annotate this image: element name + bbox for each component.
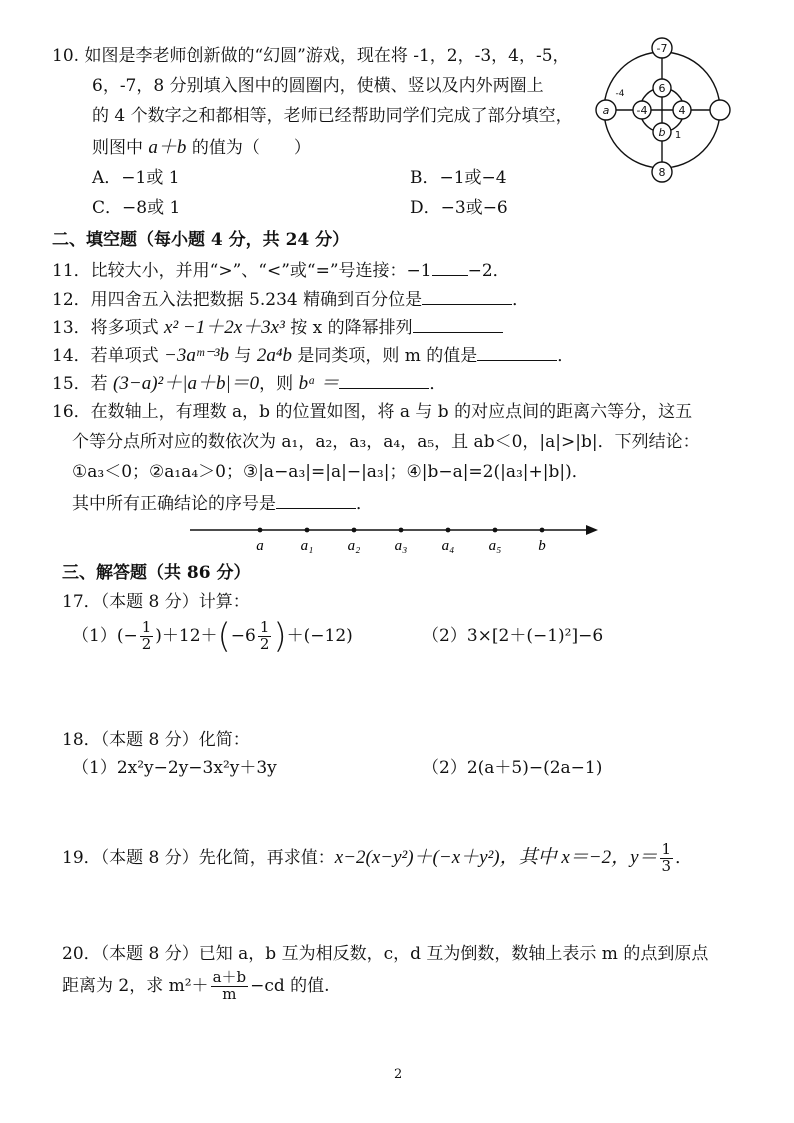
q14-monomial-2: 2a⁴b xyxy=(256,345,292,366)
q17-fraction-1 xyxy=(140,620,154,653)
q16-line4 xyxy=(72,494,373,513)
axis-point-3 xyxy=(352,528,357,533)
q14-monomial-1: −3aᵐ⁻³b xyxy=(164,345,230,366)
q19-expression: x−2(x−y²)＋(−x＋y²)，其中 x＝−2，y＝ xyxy=(334,847,658,868)
q19-title: 19．（本题 8 分）先化简，再求值： xyxy=(62,848,335,868)
q17-part2: （2）3×[2＋(−1)²]−6 xyxy=(422,626,604,646)
q17-part1-c: −6 xyxy=(230,626,256,646)
q17-title: 17．（本题 8 分）计算： xyxy=(62,592,250,612)
node-left-note: -4 xyxy=(615,89,625,99)
axis-label-4: a₃ xyxy=(394,538,408,554)
q10-option-a: A．−1或 1 xyxy=(92,168,180,188)
q10-line4-post: 的值为（ ） xyxy=(186,138,311,158)
q14-tail: ． xyxy=(557,346,575,366)
axis-point-7 xyxy=(540,528,545,533)
q19-tail: ． xyxy=(675,848,693,868)
q10-line2: 6，-7，8 分别填入图中的圆圈内，使横、竖以及内外两圈上 xyxy=(92,76,544,96)
q11-number: 11． xyxy=(52,261,91,281)
q20-fraction-den: m xyxy=(222,985,237,1003)
q16-tail: ． xyxy=(356,494,373,514)
q16-line3: ①a₃＜0；②a₁a₄＞0；③|a−a₃|=|a|−|a₃|；④|b−a|=2(|a₃|+|b|)． xyxy=(72,462,589,482)
q14-text-post: 是同类项，则 m 的值是 xyxy=(291,346,478,366)
q14-number: 14． xyxy=(52,346,91,366)
axis-point-1 xyxy=(258,528,263,533)
q10-line4-pre: 则图中 xyxy=(92,138,149,158)
axis-point-4 xyxy=(399,528,404,533)
node-top-label: -7 xyxy=(656,42,668,55)
q13 xyxy=(52,318,503,337)
q14 xyxy=(52,346,574,365)
q17-fraction-1-num: 1 xyxy=(141,618,152,637)
node-inner-right-label: 4 xyxy=(678,104,686,117)
q13-text-post: 按 x 的降幂排列 xyxy=(284,318,413,338)
q18-title: 18．（本题 8 分）化简： xyxy=(62,730,250,750)
axis-label-5: a₄ xyxy=(441,538,455,554)
q13-polynomial: x² −1＋2x＋3x³ xyxy=(164,317,285,338)
q12-text: 用四舍五入法把数据 5.234 精确到百分位是 xyxy=(90,290,423,310)
q12-tail: ． xyxy=(512,290,530,310)
q16-line1-text: 在数轴上，有理数 a，b 的位置如图，将 a 与 b 的对应点间的距离六等分，这五 xyxy=(90,402,693,422)
q10-option-d: D．−3或−6 xyxy=(410,198,508,218)
q10-option-c: C．−8或 1 xyxy=(92,198,181,218)
q12-answer-blank[interactable] xyxy=(422,290,512,305)
section3-heading: 三、解答题（共 86 分） xyxy=(62,563,251,583)
q13-answer-blank[interactable] xyxy=(413,318,503,333)
q20-fraction xyxy=(211,970,249,1003)
q16-number: 16． xyxy=(52,402,91,422)
q15-number: 15． xyxy=(52,374,91,394)
q17-big-paren-open: ( xyxy=(217,616,231,657)
q20-fraction-num: a＋b xyxy=(212,968,247,987)
q20-line2-post: −cd 的值. xyxy=(250,976,330,996)
q16-line2: 个等分点所对应的数依次为 a₁，a₂，a₃，a₄，a₅，且 ab＜0，|a|>|b|．下列结论： xyxy=(72,432,700,452)
axis-label-7: b xyxy=(538,538,546,554)
q10-option-b: B．−1或−4 xyxy=(410,168,507,188)
q14-mid: 与 xyxy=(229,346,257,366)
q15-expression: (3−a)²＋|a＋b|＝0 xyxy=(113,373,260,394)
page-number: 2 xyxy=(394,1067,403,1082)
q11-tail: −2． xyxy=(467,261,510,281)
q12-number: 12． xyxy=(52,290,91,310)
node-right xyxy=(710,100,730,120)
q17-fraction-2-num: 1 xyxy=(259,618,270,637)
number-line xyxy=(186,518,606,558)
q17-fraction-2 xyxy=(258,620,272,653)
node-inner-top-label: 6 xyxy=(658,82,666,95)
q11 xyxy=(52,261,510,280)
q17-big-paren-close: ) xyxy=(273,616,287,657)
axis-point-5 xyxy=(446,528,451,533)
q10-line1: 10. 如图是李老师创新做的“幻圆”游戏，现在将 -1，2，-3，4，-5， xyxy=(52,46,570,66)
q19-fraction-num: 1 xyxy=(661,840,672,859)
section2-heading: 二、填空题（每小题 4 分，共 24 分） xyxy=(52,230,350,250)
q15-tail: ． xyxy=(429,374,447,394)
q15-mid: ，则 xyxy=(259,374,299,394)
q17-part1-label: （1） xyxy=(72,626,117,646)
q13-number: 13． xyxy=(52,318,91,338)
q12 xyxy=(52,290,529,309)
q18-part1: （1）2x²y−2y−3x²y＋3y xyxy=(72,758,277,778)
axis-point-2 xyxy=(305,528,310,533)
axis-label-6: a₅ xyxy=(488,538,502,554)
q16-line4-text: 其中所有正确结论的序号是 xyxy=(72,494,276,514)
axis-label-1: a xyxy=(256,538,264,554)
q10-line4 xyxy=(92,138,311,157)
q16-answer-blank[interactable] xyxy=(276,494,356,509)
q20-line1: 20．（本题 8 分）已知 a，b 互为相反数，c，d 互为倒数，数轴上表示 m 的点到原点 xyxy=(62,944,709,964)
q15-power: bᵃ ＝ xyxy=(298,373,340,394)
q20-line2-pre: 距离为 2，求 m²＋ xyxy=(62,976,209,996)
q14-answer-blank[interactable] xyxy=(477,346,557,361)
q17-part1-d: ＋(−12) xyxy=(286,626,353,646)
magic-circle-diagram xyxy=(594,34,734,186)
q10-line3: 的 4 个数字之和都相等，老师已经帮助同学们完成了部分填空， xyxy=(92,106,573,126)
q13-text-pre: 将多项式 xyxy=(90,318,165,338)
q17-part1-b: )＋12＋ xyxy=(155,626,218,646)
q16-line1 xyxy=(52,404,692,421)
number-line-arrow xyxy=(586,525,598,535)
node-inner-bottom-label: b xyxy=(658,126,666,139)
q17-fraction-2-den: 2 xyxy=(259,635,270,653)
q17-fraction-1-den: 2 xyxy=(141,635,152,653)
node-inner-bottom-note: 1 xyxy=(674,130,682,141)
q15 xyxy=(52,374,446,393)
node-inner-left-label: -4 xyxy=(636,104,648,117)
node-bottom-label: 8 xyxy=(658,166,666,179)
q20-line2 xyxy=(62,966,330,1006)
axis-label-3: a₂ xyxy=(347,538,361,554)
q18-part2: （2）2(a＋5)−(2a−1) xyxy=(422,758,603,778)
node-left-label: a xyxy=(602,104,610,117)
q14-text-pre: 若单项式 xyxy=(90,346,165,366)
q19 xyxy=(62,838,692,878)
q15-answer-blank[interactable] xyxy=(339,374,429,389)
q17-part1-a: (− xyxy=(116,626,138,646)
q11-text: 比较大小，并用“>”、“<”或“=”号连接：−1 xyxy=(90,261,432,281)
q15-text-pre: 若 xyxy=(90,374,114,394)
q19-fraction xyxy=(660,842,674,875)
q10-line4-expr: a＋b xyxy=(148,137,187,158)
q11-answer-blank[interactable] xyxy=(432,261,468,276)
axis-label-2: a₁ xyxy=(300,538,314,554)
q19-fraction-den: 3 xyxy=(661,857,672,875)
q17-part1 xyxy=(72,616,353,657)
axis-point-6 xyxy=(493,528,498,533)
